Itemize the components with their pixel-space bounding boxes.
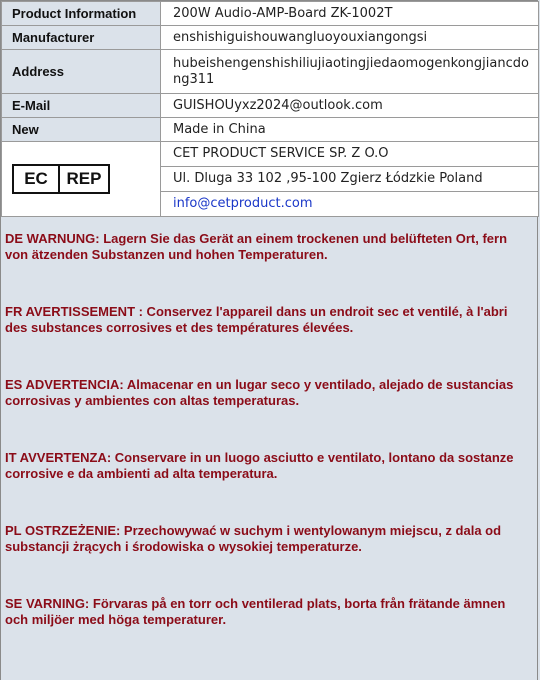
manufacturer-label: Manufacturer bbox=[2, 26, 161, 50]
manufacturer-row bbox=[2, 26, 539, 50]
new-value: Made in China bbox=[161, 118, 539, 142]
address-text: hubeishengenshishiliujiaotingjiedaomogenkongjiancdong311 bbox=[173, 55, 529, 87]
warning-de: DE WARNUNG: Lagern Sie das Gerät an einem trockenen und belüfteten Ort, fern von ätzenden Substanzen und hohen Temperaturen. bbox=[5, 231, 508, 262]
warning-it: IT AVVERTENZA: Conservare in un luogo asciutto e ventilato, lontano da sostanze corrosive e da ambienti ad alta temperatura. bbox=[5, 450, 514, 481]
ec-rep-address: Ul. Dluga 33 102 ,95-100 Zgierz Łódzkie Poland bbox=[161, 167, 539, 192]
warning-fr: FR AVERTISSEMENT : Conservez l'appareil dans un endroit sec et ventilé, à l'abri des substances corrosives et des températures élevées. bbox=[5, 304, 508, 335]
product-label: Product Information bbox=[2, 2, 161, 26]
manufacturer-value: enshishiguishouwangluoyouxiangongsi bbox=[161, 26, 539, 50]
ec-rep-email-cell bbox=[161, 192, 539, 217]
warnings-section bbox=[1, 217, 537, 653]
ec-rep-company-row bbox=[2, 142, 539, 167]
new-label: New bbox=[2, 118, 161, 142]
email-label: E-Mail bbox=[2, 94, 161, 118]
product-info-table bbox=[1, 1, 539, 217]
warning-es: ES ADVERTENCIA: Almacenar en un lugar seco y ventilado, alejado de sustancias corrosivas y ambientes con altas temperaturas. bbox=[5, 377, 514, 408]
ec-rep-logo-cell bbox=[2, 142, 161, 217]
new-row bbox=[2, 118, 539, 142]
address-value bbox=[161, 50, 539, 94]
product-row bbox=[2, 2, 539, 26]
address-label: Address bbox=[2, 50, 161, 94]
email-row bbox=[2, 94, 539, 118]
address-row bbox=[2, 50, 539, 94]
ec-rep-email-link[interactable]: info@cetproduct.com bbox=[173, 196, 313, 211]
email-value: GUISHOUyxz2024@outlook.com bbox=[161, 94, 539, 118]
warning-se: SE VARNING: Förvaras på en torr och ventilerad plats, borta från frätande ämnen och miljöer med höga temperaturer. bbox=[5, 596, 506, 627]
ec-rep-symbol-icon bbox=[12, 164, 110, 194]
ec-rep-company: CET PRODUCT SERVICE SP. Z O.O bbox=[161, 142, 539, 167]
ec-mark: EC bbox=[14, 166, 60, 192]
product-value: 200W Audio-AMP-Board ZK-1002T bbox=[161, 2, 539, 26]
warning-pl: PL OSTRZEŻENIE: Przechowywać w suchym i wentylowanym miejscu, z dala od substancji żrących i środowiska o wysokiej temperaturze. bbox=[5, 523, 502, 554]
rep-mark: REP bbox=[66, 169, 102, 188]
